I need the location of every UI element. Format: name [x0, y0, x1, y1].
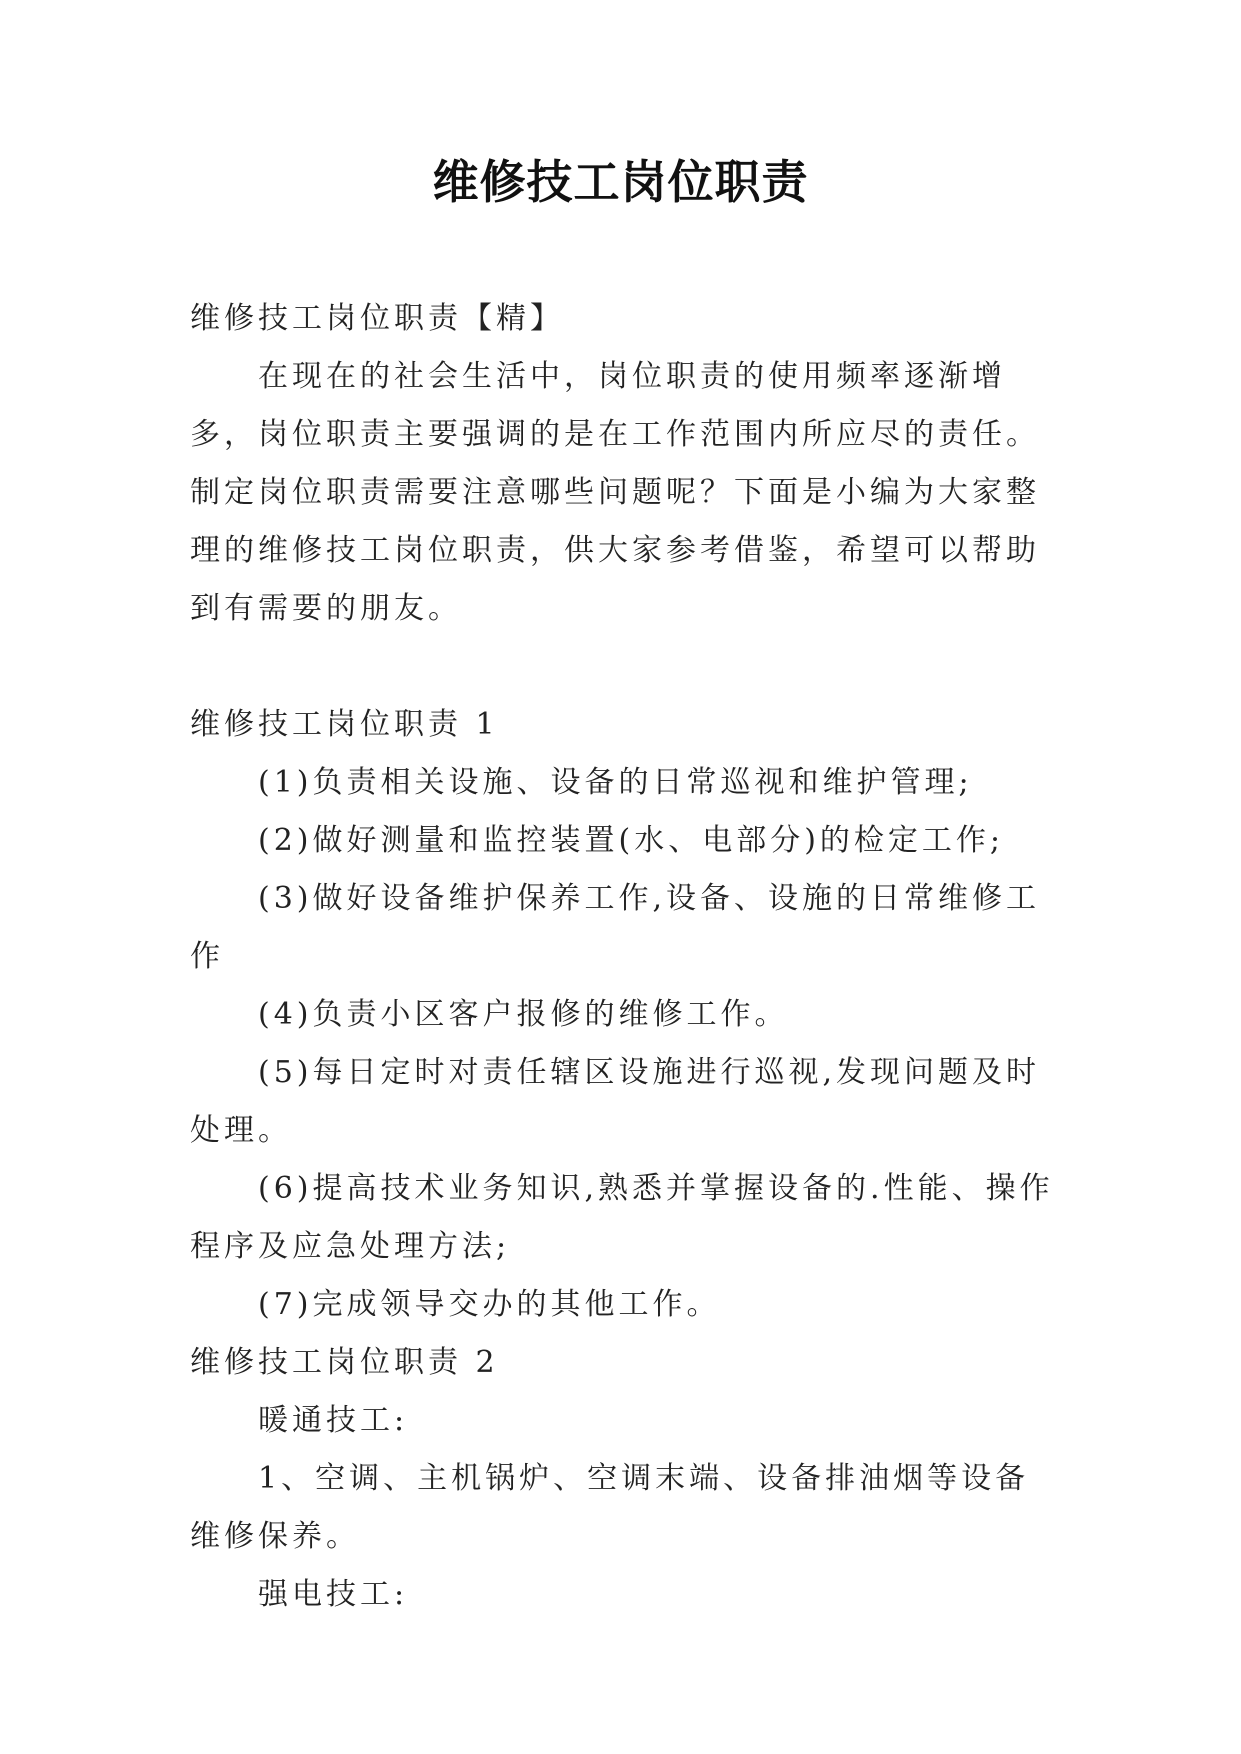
- duty-item-3: (3)做好设备维护保养工作,设备、设施的日常维修工作: [190, 881, 1041, 974]
- electrical-technician-label: 强电技工:: [258, 1577, 409, 1612]
- section-heading-2: 维修技工岗位职责 2: [190, 1345, 499, 1380]
- hvac-duty-item-1: 1、空调、主机锅炉、空调末端、设备排油烟等设备维修保养。: [190, 1461, 1030, 1554]
- duty-item-1: (1)负责相关设施、设备的日常巡视和维护管理;: [258, 765, 973, 800]
- duty-item-2: (2)做好测量和监控装置(水、电部分)的检定工作;: [258, 823, 1005, 858]
- duty-item-6: (6)提高技术业务知识,熟悉并掌握设备的.性能、操作程序及应急处理方法;: [190, 1171, 1054, 1264]
- section-heading-1: 维修技工岗位职责 1: [190, 707, 499, 742]
- document-body: [190, 290, 1060, 1624]
- duty-item-5: (5)每日定时对责任辖区设施进行巡视,发现问题及时处理。: [190, 1055, 1041, 1148]
- duty-item-4: (4)负责小区客户报修的维修工作。: [258, 997, 789, 1032]
- intro-paragraph: 在现在的社会生活中，岗位职责的使用频率逐渐增多，岗位职责主要强调的是在工作范围内所应尽的责任。制定岗位职责需要注意哪些问题呢？下面是小编为大家整理的维修技工岗位职责，供大家参考借鉴，希望可以帮助到有需要的朋友。: [190, 359, 1040, 626]
- duty-item-7: (7)完成领导交办的其他工作。: [258, 1287, 721, 1322]
- section-gap: [190, 638, 1060, 696]
- document-subtitle: 维修技工岗位职责【精】: [190, 301, 564, 336]
- hvac-technician-label: 暖通技工:: [258, 1403, 409, 1438]
- document-title: 维修技工岗位职责: [432, 155, 809, 209]
